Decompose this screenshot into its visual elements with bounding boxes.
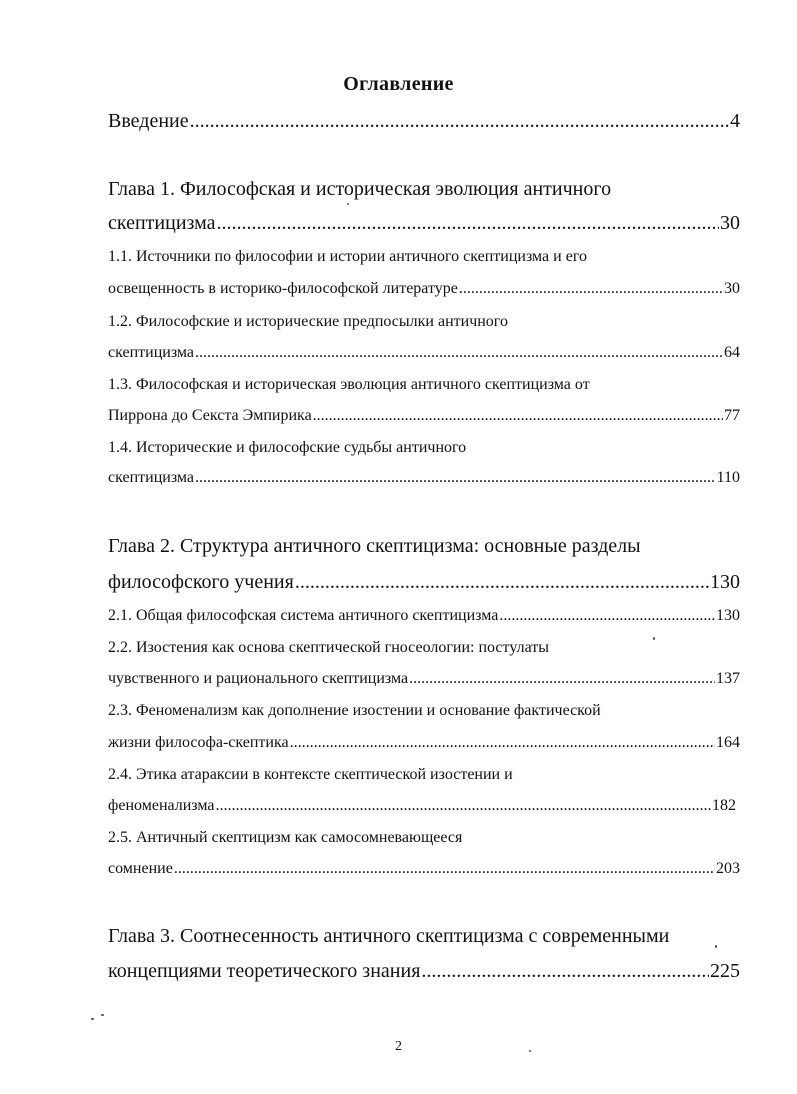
dot-leader [174,858,715,880]
dot-leader [499,605,715,627]
toc-entry-page: 30 [720,212,740,234]
toc-section-1-4-title[interactable]: 1.4. Исторические и философские судьбы античного [108,439,467,456]
toc-entry-label: Пиррона до Секста Эмпирика [108,407,312,424]
scan-speck [529,1050,531,1052]
dot-leader [421,958,709,984]
toc-entry-section-2-2[interactable] [108,668,740,690]
toc-entry-label: жизни философа-скептика [108,734,289,751]
toc-entry-label: чувственного и рационального скептицизма [108,670,409,687]
toc-entry-section-2-4[interactable] [108,795,736,817]
toc-entry-page: 225 [710,960,740,982]
toc-entry-label: концепциями теоретического знания [108,960,421,982]
toc-entry-label: скептицизма [108,212,216,234]
scan-speck [101,1014,104,1016]
toc-entry-section-2-3[interactable] [108,732,740,754]
toc-entry-section-1-3[interactable] [108,405,740,427]
dot-leader [459,278,723,300]
dot-leader [313,405,723,427]
toc-entry-page: 64 [724,344,740,361]
toc-chapter3-title[interactable]: Глава 3. Соотнесенность античного скептицизма с современными [108,925,670,947]
toc-entry-section-1-2[interactable] [108,342,740,364]
dot-leader [217,210,719,236]
dot-leader [290,732,715,754]
toc-section-2-2-title[interactable]: 2.2. Изостения как основа скептической гносеологии: постулаты [108,639,550,656]
toc-entry-label: скептицизма [108,344,195,361]
dot-leader [190,108,729,134]
toc-entry-label: сомнение [108,860,173,877]
toc-chapter2-title[interactable]: Глава 2. Структура античного скептицизма: основные разделы [108,535,641,557]
scan-speck [91,1018,94,1020]
toc-entry-page: 164 [716,734,740,751]
toc-section-1-1-title[interactable]: 1.1. Источники по философии и истории античного скептицизма и его [108,248,587,265]
toc-entry-page: 137 [716,670,740,687]
scan-speck [715,945,717,948]
dot-leader [295,569,709,595]
toc-section-1-3-title[interactable]: 1.3. Философская и историческая эволюция античного скептицизма от [108,376,590,393]
toc-chapter1-title[interactable]: Глава 1. Философская и историческая эволюция античного [108,178,612,200]
dot-leader [216,795,711,817]
toc-entry-label: Введение [108,110,189,132]
page-number: 2 [395,1039,402,1054]
toc-entry-page: 77 [724,407,740,424]
toc-entry-page: 130 [716,607,740,624]
toc-entry-section-2-1[interactable] [108,605,740,627]
toc-entry-section-1-4[interactable] [108,467,740,489]
toc-entry-label: философского учения [108,571,294,593]
dot-leader [409,668,715,690]
toc-section-1-2-title[interactable]: 1.2. Философские и исторические предпосылки античного [108,313,508,330]
toc-entry-label: скептицизма [108,469,195,486]
toc-section-2-5-title[interactable]: 2.5. Античный скептицизм как самосомневающееся [108,829,463,846]
toc-section-2-3-title[interactable]: 2.3. Феноменализм как дополнение изостении и основание фактической [108,702,601,719]
toc-entry-intro[interactable] [108,108,740,134]
toc-entry-section-2-5[interactable] [108,858,740,880]
toc-entry-chapter3[interactable] [108,958,740,984]
toc-entry-page: 203 [716,860,740,877]
scan-speck [347,203,349,205]
dot-leader [195,467,716,489]
toc-entry-label: феноменализма [108,797,215,814]
toc-entry-chapter2[interactable] [108,569,740,595]
toc-entry-label: освещенность в историко-философской литературе [108,280,458,297]
toc-entry-page: 30 [724,280,740,297]
toc-entry-page: 130 [710,571,740,593]
toc-entry-page: 4 [730,110,740,132]
toc-title: Оглавление [343,73,454,95]
toc-entry-chapter1[interactable] [108,210,740,236]
toc-entry-page: 110 [716,469,740,486]
toc-section-2-4-title[interactable]: 2.4. Этика атараксии в контексте скептической изостении и [108,766,513,783]
scan-speck [653,637,655,640]
toc-entry-label: 2.1. Общая философская система античного скептицизма [108,607,499,624]
toc-entry-section-1-1[interactable] [108,278,740,300]
dot-leader [195,342,723,364]
toc-entry-page: 182 [712,797,736,814]
